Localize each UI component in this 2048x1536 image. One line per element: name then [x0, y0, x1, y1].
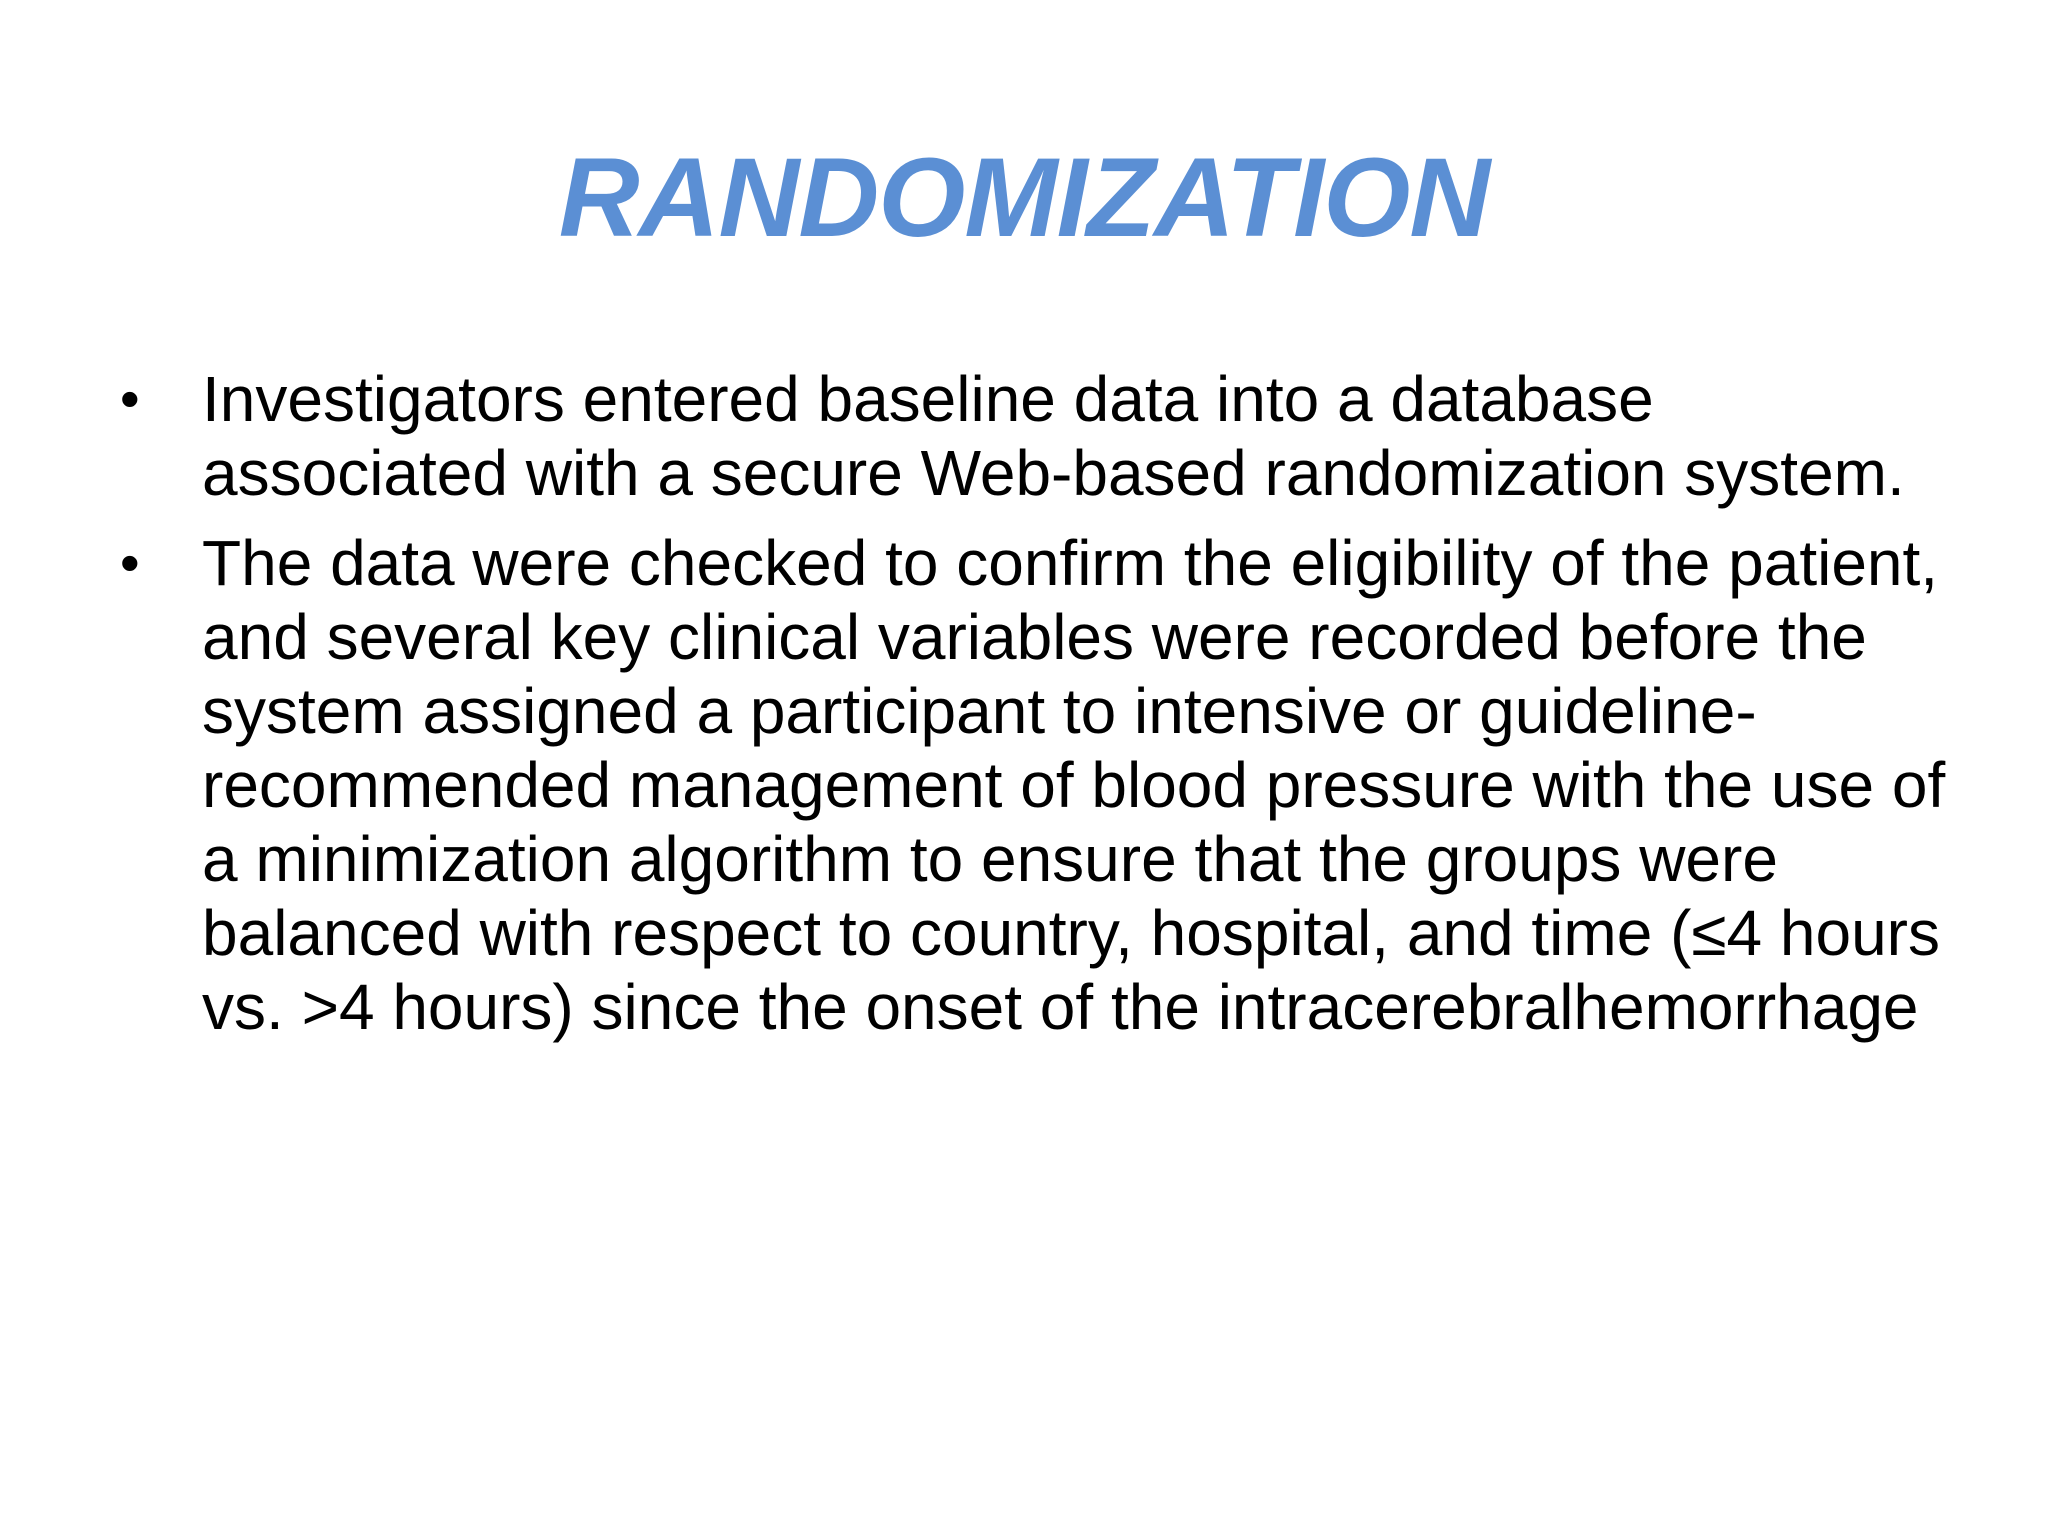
bullet-item	[120, 526, 1960, 1044]
bullet-icon: •	[120, 531, 140, 594]
bullet-item	[120, 362, 1960, 510]
slide-title: RANDOMIZATION	[558, 135, 1490, 260]
bullet-icon: •	[120, 367, 140, 430]
bullet-text: The data were checked to confirm the eligibility of the patient, and several key clinical variables were recorded before the system assigned a participant to intensive or guideline-recommended management of blood pressure with the use of a minimization algorithm to ensure that the groups were balanced with respect to country, hospital, and time (≤4 hours vs. >4 hours) since the onset of the intracerebralhemorrhage	[202, 527, 1946, 1043]
bullet-list	[120, 362, 1960, 1060]
bullet-text: Investigators entered baseline data into a database associated with a secure Web-based randomization system.	[202, 363, 1905, 509]
